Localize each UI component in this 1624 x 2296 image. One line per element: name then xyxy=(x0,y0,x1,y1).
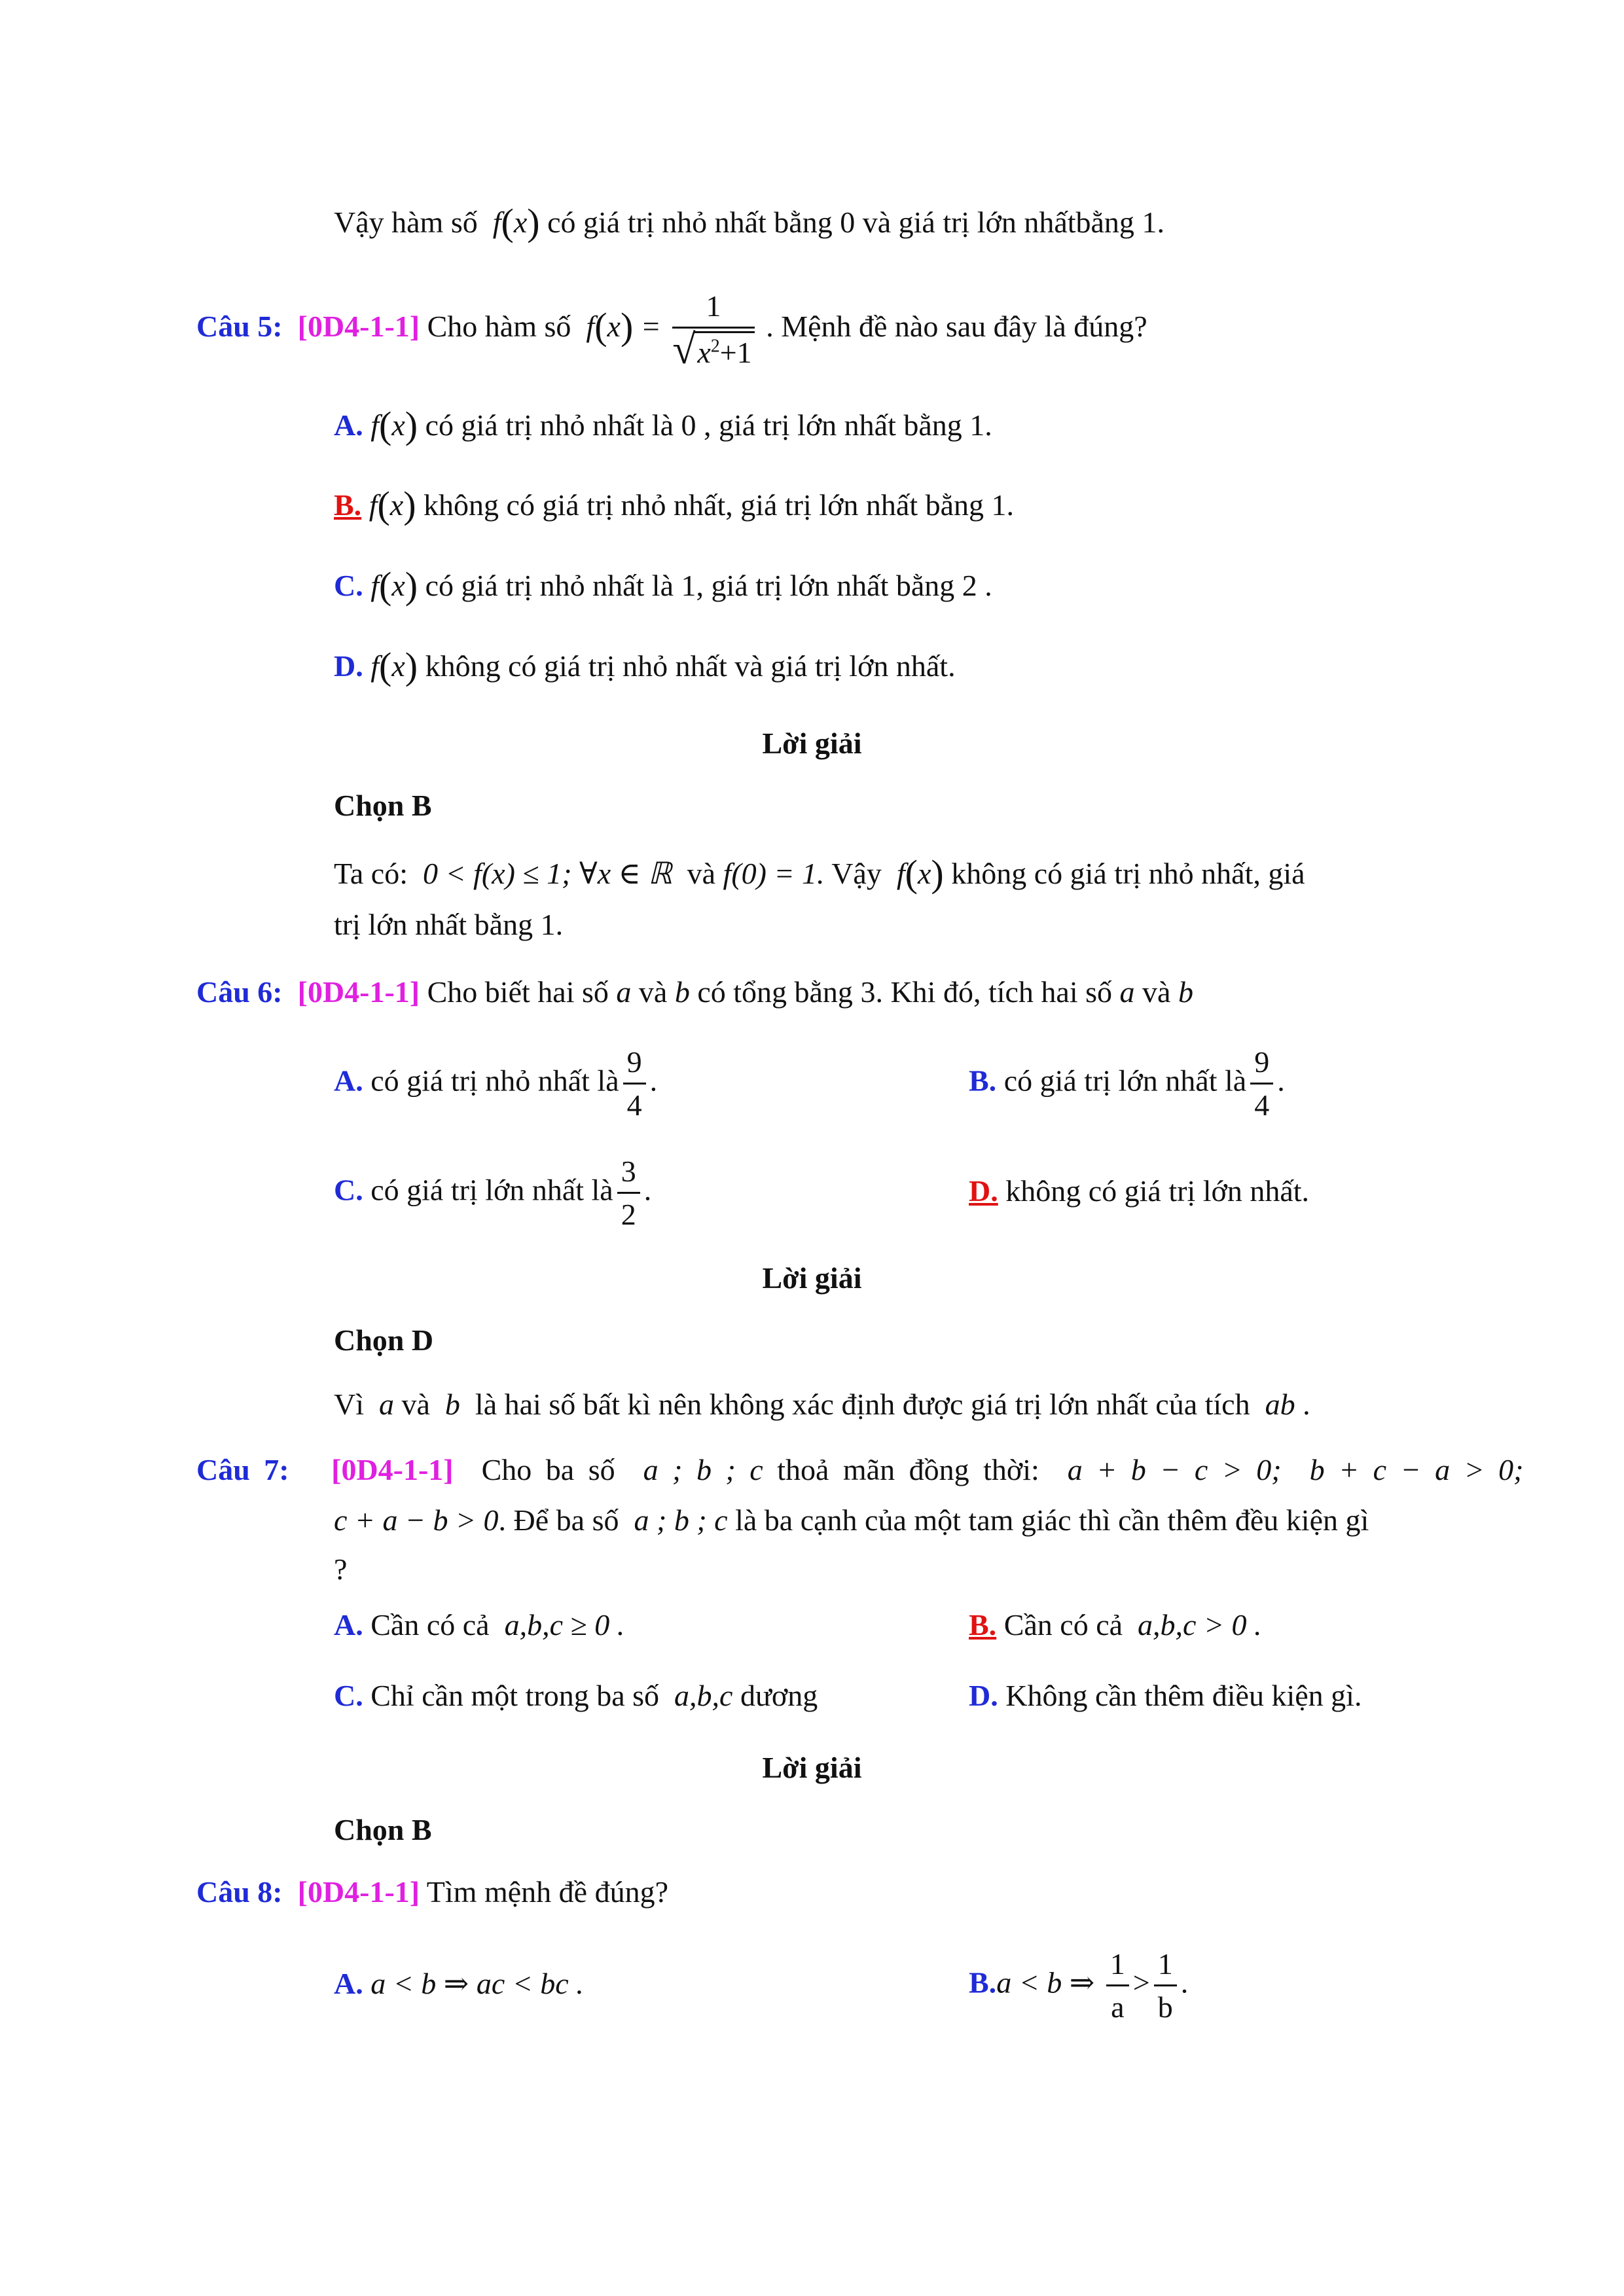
q7-option-a[interactable]: A. Cần có cả a,b,c ≥ 0 . xyxy=(334,1608,625,1641)
q5-option-a[interactable]: A. f(x) có giá trị nhỏ nhất là 0 , giá trị lớn nhất bằng 1. xyxy=(334,404,992,446)
q6-option-d[interactable]: D. không có giá trị lớn nhất. xyxy=(969,1174,1310,1208)
q7-option-d[interactable]: D. Không cần thêm điều kiện gì. xyxy=(969,1679,1362,1712)
q8-option-b[interactable]: B.a < b ⇒ $\frac{1}{a}$ > $\frac{1}{b}$ . xyxy=(969,1947,1189,2024)
question-6-code: [0D4-1-1] xyxy=(297,975,420,1009)
q7-option-b[interactable]: B. Cần có cả a,b,c > 0 . xyxy=(969,1608,1262,1641)
q5-solution-line2: trị lớn nhất bằng 1. xyxy=(334,908,564,941)
question-8-stem: Câu 8: [0D4-1-1] Tìm mệnh đề đúng? xyxy=(196,1875,668,1909)
intro-line: Vậy hàm số f(x) có giá trị nhỏ nhất bằng 0 và giá trị lớn nhấtbằng 1. xyxy=(334,201,1164,243)
question-7-label: Câu 7: xyxy=(196,1453,289,1486)
question-5-label: Câu 5: xyxy=(196,309,283,343)
question-7-stem-line1: Câu 7: [0D4-1-1] Cho ba số a ; b ; c thoả mãn đồng thời: a + b − c > 0; b + c − a > 0; xyxy=(196,1453,1524,1486)
q5-option-c[interactable]: C. f(x) có giá trị nhỏ nhất là 1, giá trị lớn nhất bằng 2 . xyxy=(334,564,992,607)
q6-choice: Chọn D xyxy=(334,1323,434,1357)
question-8-label: Câu 8: xyxy=(196,1875,283,1909)
q5-option-d[interactable]: D. f(x) không có giá trị nhỏ nhất và giá trị lớn nhất. xyxy=(334,645,956,687)
q5-fraction: 1 √ $x^2+1$ xyxy=(672,288,754,370)
question-5-stem: Câu 5: [0D4-1-1] Cho hàm số f(x) = 1 √ $x^2+1$ . Mệnh đề nào sau đây là đúng? xyxy=(196,289,1147,373)
q6-option-b[interactable]: B. có giá trị lớn nhất là $\frac{9}{4}$ . xyxy=(969,1045,1285,1122)
fx-symbol: f(x) xyxy=(492,201,540,243)
question-6-label: Câu 6: xyxy=(196,975,283,1009)
q8-option-a[interactable]: A. a < b ⇒ ac < bc . xyxy=(334,1967,584,2000)
q6-solution-line: Vì a và b là hai số bất kì nên không xác định được giá trị lớn nhất của tích ab . xyxy=(334,1388,1310,1421)
q7-choice: Chọn B xyxy=(334,1813,432,1846)
question-8-code: [0D4-1-1] xyxy=(297,1875,420,1909)
question-5-code: [0D4-1-1] xyxy=(297,309,420,343)
q5-solution-line1: Ta có: 0 < f(x) ≤ 1; ∀x ∈ ℝ và f(0) = 1. Vậy f(x) không có giá trị nhỏ nhất, giá xyxy=(334,852,1305,895)
question-7-stem-line3: ? xyxy=(334,1552,348,1586)
q5-choice: Chọn B xyxy=(334,789,432,822)
q5-solution-title: Lời giải xyxy=(762,726,862,760)
q5-option-b[interactable]: B. f(x) không có giá trị nhỏ nhất, giá trị lớn nhất bằng 1. xyxy=(334,484,1015,526)
question-7-code: [0D4-1-1] xyxy=(331,1453,454,1486)
q6-solution-title: Lời giải xyxy=(762,1261,862,1295)
q7-solution-title: Lời giải xyxy=(762,1751,862,1784)
question-7-stem-line2: c + a − b > 0. Để ba số a ; b ; c là ba cạnh của một tam giác thì cần thêm đều kiện gì xyxy=(334,1503,1369,1537)
question-6-stem: Câu 6: [0D4-1-1] Cho biết hai số a và b có tổng bằng 3. Khi đó, tích hai số a và b xyxy=(196,975,1193,1009)
q6-option-a[interactable]: A. có giá trị nhỏ nhất là $\frac{9}{4}$ . xyxy=(334,1045,658,1122)
q7-option-c[interactable]: C. Chỉ cần một trong ba số a,b,c dương xyxy=(334,1679,818,1712)
q6-option-c[interactable]: C. có giá trị lớn nhất là $\frac{3}{2}$ . xyxy=(334,1155,652,1232)
